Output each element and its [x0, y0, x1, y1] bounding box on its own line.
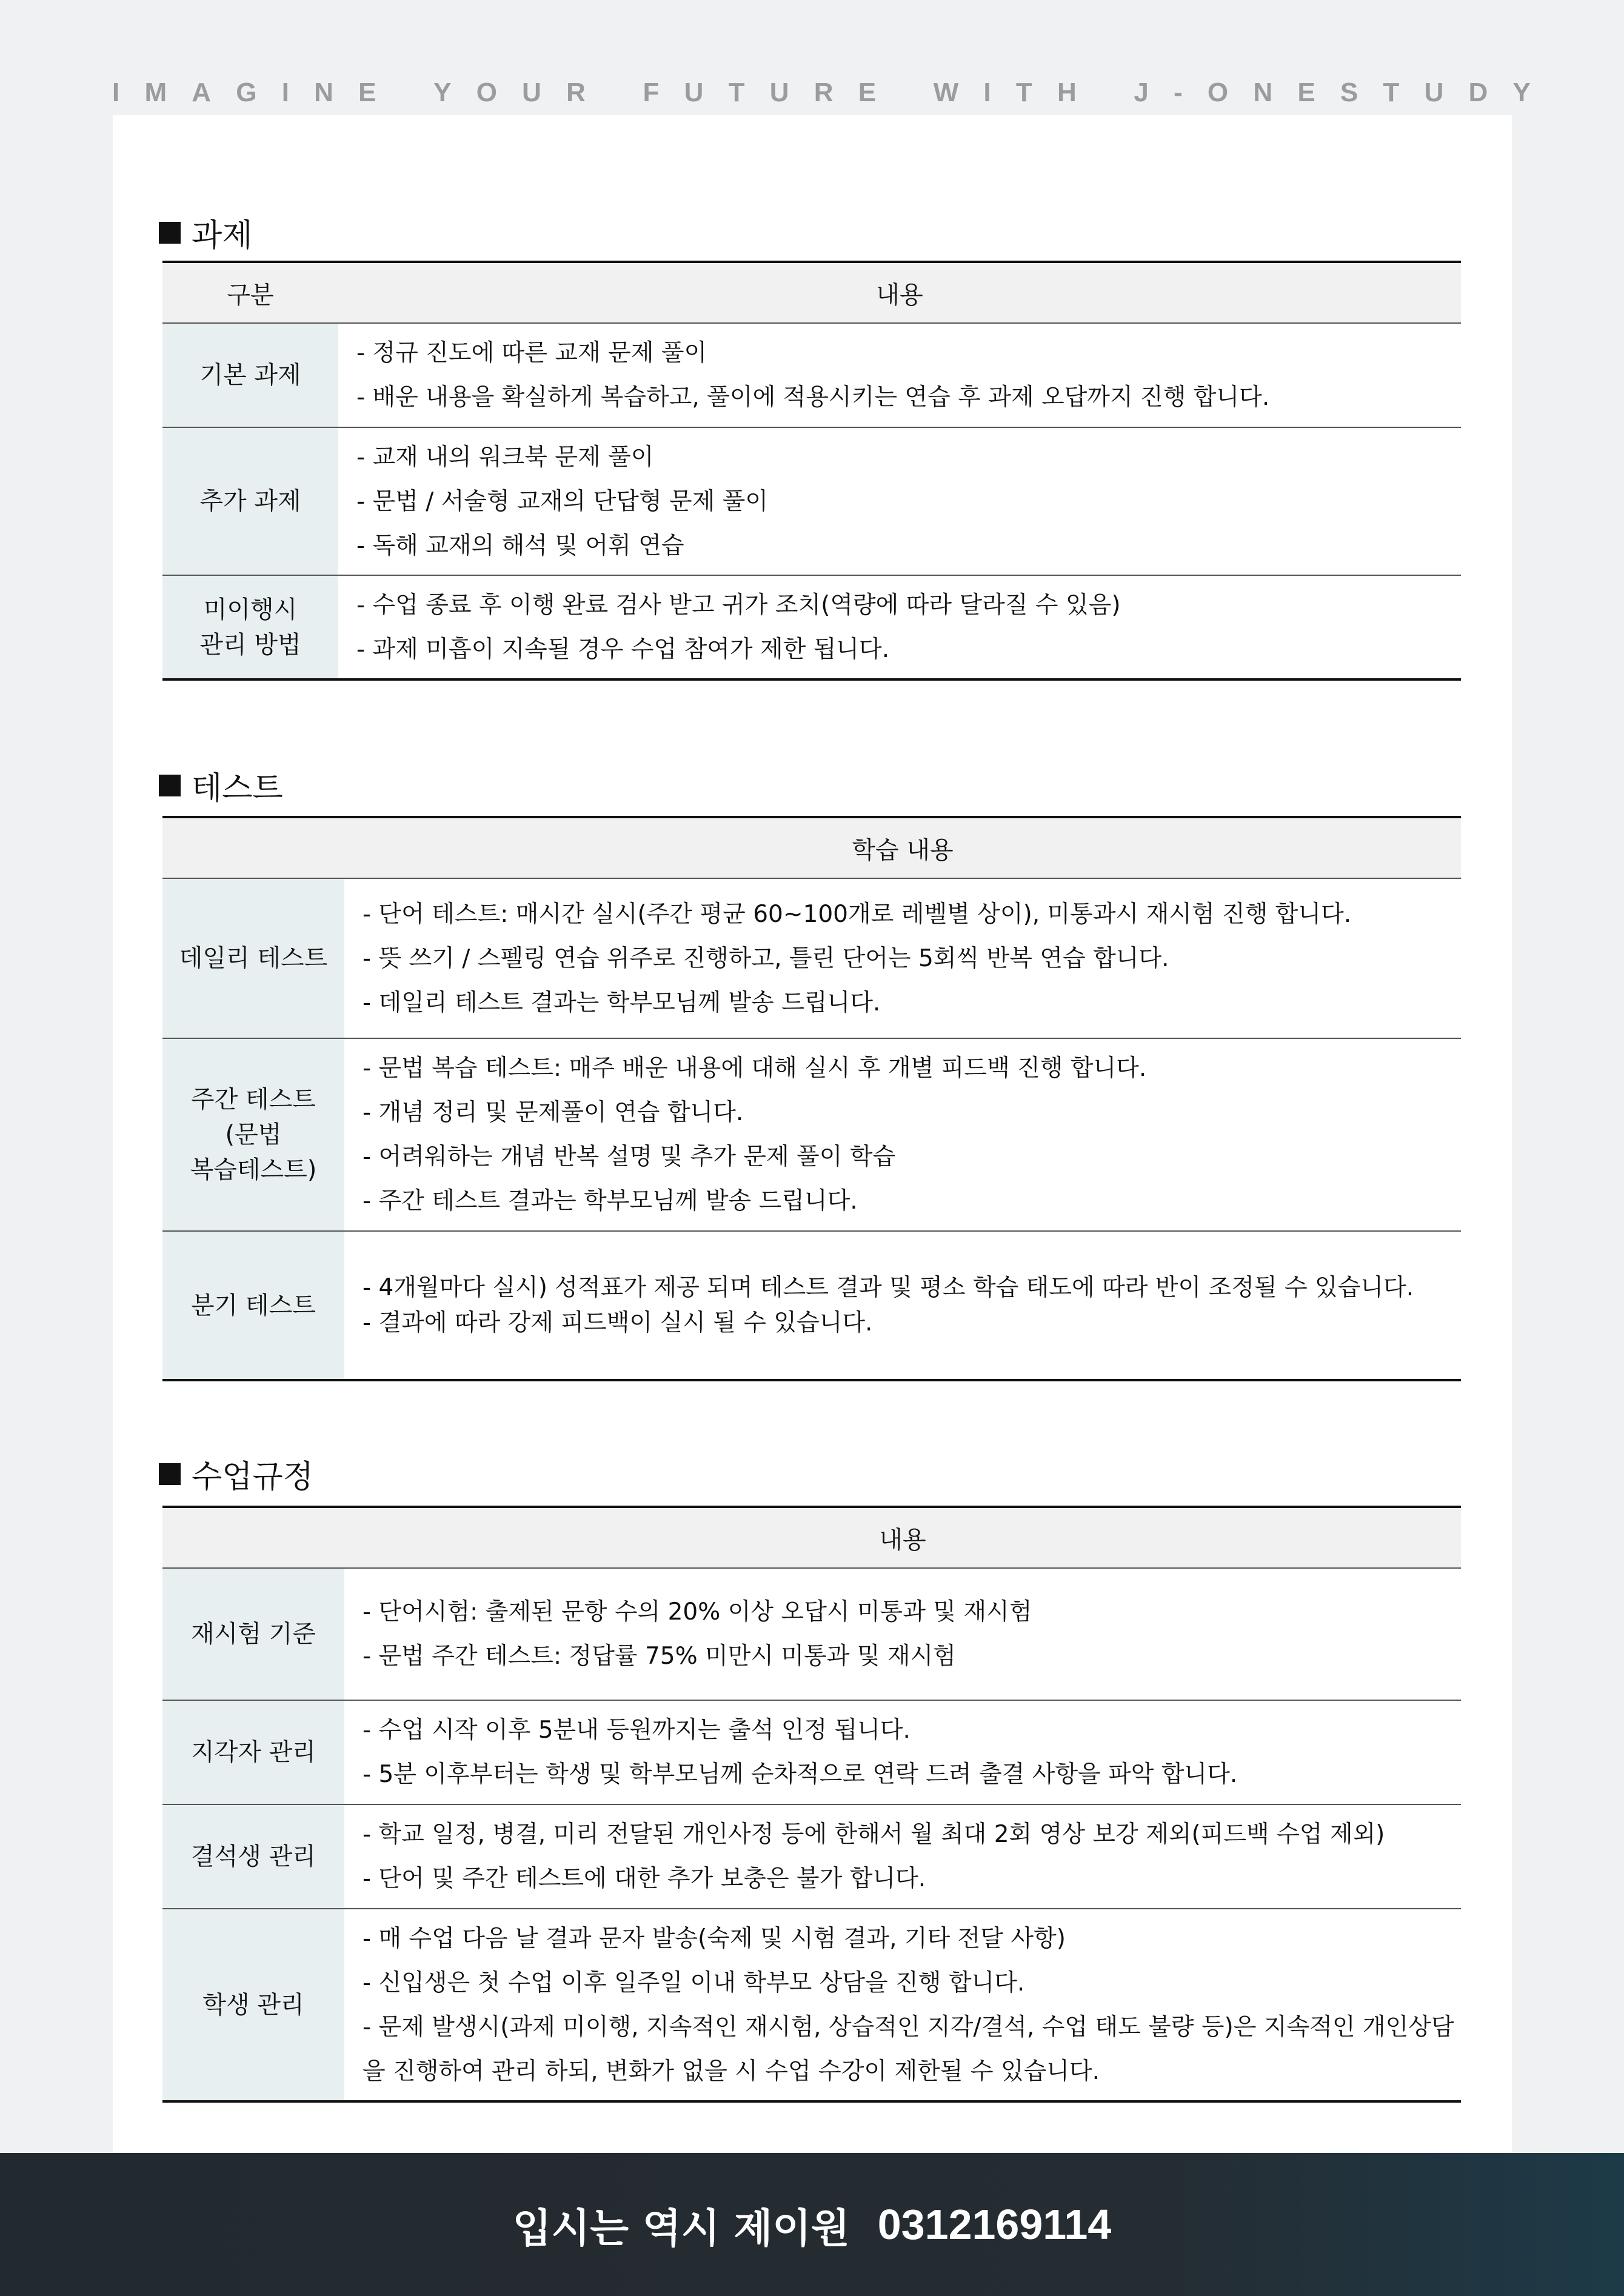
section-title-text: 과제 [192, 218, 253, 254]
tagline-letter: M [144, 78, 167, 107]
tagline-letter: Y [1512, 78, 1531, 107]
footer-banner [0, 2153, 1624, 2296]
content-line: - 데일리 테스트 결과는 학부모님께 발송 드립니다. [363, 989, 881, 1016]
homework-table [162, 261, 1461, 681]
content-line: - 단어 테스트: 매시간 실시(주간 평균 60~100개로 레벨별 상이), 미통과시 재시험 진행 합니다. [363, 900, 1352, 928]
tagline-letter: O [476, 78, 497, 107]
row-label [162, 1568, 344, 1700]
header-col-content: 내용 [338, 262, 1461, 323]
row-content [344, 1700, 1461, 1804]
tagline-letter: J [1134, 78, 1149, 107]
row-label-line: 추가 과제 [199, 487, 301, 515]
tagline-letter: I [983, 78, 991, 107]
row-content [344, 1568, 1461, 1700]
row-label-line: 관리 방법 [199, 630, 301, 659]
content-line: - 교재 내의 워크북 문제 풀이 [356, 443, 654, 471]
row-content [344, 1038, 1461, 1231]
tagline-letter: E [358, 78, 376, 107]
tagline-letter [1101, 78, 1109, 108]
header-col-category: 구분 [162, 262, 338, 323]
tagline-letter: A [192, 78, 212, 107]
content-line: - 문법 주간 테스트: 정답률 75% 미만시 미통과 및 재시험 [363, 1643, 956, 1670]
tagline-letter [610, 78, 618, 108]
content-line: - 문제 발생시(과제 미이행, 지속적인 재시험, 상습적인 지각/결석, 수업 태도 불량 등)은 지속적인 개인상담 [363, 2013, 1454, 2041]
tagline-letter [901, 78, 908, 108]
footer-phone: 0312169114 [877, 2201, 1112, 2248]
table-row [162, 878, 1461, 1038]
row-content [338, 427, 1461, 575]
row-label [162, 575, 338, 679]
row-label-line: 지각자 관리 [191, 1738, 316, 1766]
section-title-text: 수업규정 [192, 1459, 313, 1495]
tagline-letter: S [1340, 78, 1358, 107]
content-line: - 학교 일정, 병결, 미리 전달된 개인사정 등에 한해서 월 최대 2회 영상 보강 제외(피드백 수업 제외) [363, 1821, 1385, 1848]
content-line: - 정규 진도에 따른 교재 문제 풀이 [356, 339, 707, 367]
row-label [162, 1231, 344, 1380]
tagline-letter: R [814, 78, 834, 107]
tagline-letter: H [1057, 78, 1077, 107]
row-label [162, 1909, 344, 2101]
content-line: - 뜻 쓰기 / 스펠링 연습 위주로 진행하고, 틀린 단어는 5회씩 반복 연습 합니다. [363, 944, 1169, 972]
header-col-category [162, 1507, 344, 1568]
row-label-line: 주간 테스트 [191, 1086, 316, 1113]
row-label-line: 미이행시 [203, 595, 298, 624]
row-label [162, 1700, 344, 1804]
table-row [162, 1038, 1461, 1231]
row-label [162, 878, 344, 1038]
table-row [162, 575, 1461, 679]
tagline-letter: G [236, 78, 257, 107]
table-row [162, 1700, 1461, 1804]
header-col-category [162, 817, 344, 878]
footer-slogan: 입시는 역시 제이원 [512, 2204, 850, 2252]
row-content [344, 878, 1461, 1038]
tagline-letter: U [769, 78, 789, 107]
tagline-letter: R [566, 78, 586, 107]
section-title-rules [159, 1451, 313, 1497]
row-label [162, 427, 338, 575]
table-row [162, 323, 1461, 427]
content-line: - 어려워하는 개념 반복 설명 및 추가 문제 풀이 학습 [363, 1143, 896, 1170]
content-line: - 주간 테스트 결과는 학부모님께 발송 드립니다. [363, 1187, 858, 1215]
tagline-letter: I [112, 78, 120, 107]
test-table [162, 816, 1461, 1381]
content-line: - 과제 미흡이 지속될 경우 수업 참여가 제한 됩니다. [356, 635, 890, 663]
section-title-text: 테스트 [192, 770, 283, 807]
content-line: - 수업 시작 이후 5분내 등원까지는 출석 인정 됩니다. [363, 1717, 911, 1744]
tagline-letter: U [1424, 78, 1444, 107]
tagline-letter: O [1207, 78, 1229, 107]
tagline-letter: I [281, 78, 289, 107]
tagline-letter: U [684, 78, 704, 107]
section-title-homework [159, 210, 252, 255]
content-line: - 수업 종료 후 이행 완료 검사 받고 귀가 조치(역량에 따라 달라질 수 있음) [356, 591, 1121, 619]
table-row [162, 1568, 1461, 1700]
row-label-line: (문법 [225, 1121, 282, 1149]
row-label [162, 1038, 344, 1231]
row-content [338, 323, 1461, 427]
square-bullet-icon [159, 775, 181, 796]
content-line: - 5분 이후부터는 학생 및 학부모님께 순차적으로 연락 드려 출결 사항을 파악 합니다. [363, 1761, 1238, 1788]
row-label-line: 결석생 관리 [191, 1843, 316, 1871]
content-line: - 신입생은 첫 수업 이후 일주일 이내 학부모 상담을 진행 합니다. [363, 1969, 1025, 1997]
tagline-letter: Y [433, 78, 452, 107]
content-line: - 문법 / 서술형 교재의 단답형 문제 풀이 [356, 487, 769, 515]
tagline-letter: T [728, 78, 745, 107]
rules-table [162, 1506, 1461, 2103]
table-row [162, 1804, 1461, 1909]
table-row [162, 427, 1461, 575]
tagline-letter [401, 78, 409, 108]
row-content [344, 1909, 1461, 2101]
tagline-letter: N [1253, 78, 1273, 107]
tagline-letter: T [1015, 78, 1032, 107]
content-line: - 단어 및 주간 테스트에 대한 추가 보충은 불가 합니다. [363, 1865, 926, 1892]
tagline-letter: U [522, 78, 541, 107]
content-line: - 단어시험: 출제된 문항 수의 20% 이상 오답시 미통과 및 재시험 [363, 1598, 1032, 1626]
content-line: 을 진행하여 관리 하되, 변화가 없을 시 수업 수강이 제한될 수 있습니다. [363, 2057, 1100, 2085]
square-bullet-icon [159, 1463, 181, 1485]
row-content [344, 1804, 1461, 1909]
row-label-line: 분기 테스트 [191, 1291, 316, 1320]
row-content [338, 575, 1461, 679]
content-line: - 4개월마다 실시) 성적표가 제공 되며 테스트 결과 및 평소 학습 태도에 따라 반이 조정될 수 있습니다. [363, 1273, 1414, 1301]
square-bullet-icon [159, 222, 181, 244]
table-row [162, 1909, 1461, 2101]
tagline-letter: D [1468, 78, 1488, 107]
tagline-letter: T [1383, 78, 1400, 107]
tagline [112, 78, 1531, 108]
tagline-letter: - [1174, 78, 1183, 107]
tagline-letter: W [933, 78, 959, 107]
row-label-line: 복습테스트) [190, 1156, 317, 1184]
tagline-letter: E [858, 78, 877, 107]
row-label [162, 1804, 344, 1909]
row-label [162, 323, 338, 427]
content-line: - 매 수업 다음 날 결과 문자 발송(숙제 및 시험 결과, 기타 전달 사항) [363, 1924, 1066, 1952]
row-label-line: 데일리 테스트 [179, 944, 328, 972]
section-title-test [159, 763, 283, 808]
table-row [162, 1231, 1461, 1380]
row-label-line: 학생 관리 [202, 1991, 304, 2019]
row-label-line: 재시험 기준 [191, 1620, 316, 1648]
tagline-letter: F [643, 78, 660, 107]
content-line: - 배운 내용을 확실하게 복습하고, 풀이에 적용시키는 연습 후 과제 오답까지 진행 합니다. [356, 384, 1270, 411]
row-label-line: 기본 과제 [199, 361, 301, 389]
header-col-content: 내용 [344, 1507, 1461, 1568]
row-content [344, 1231, 1461, 1380]
content-line: - 결과에 따라 강제 피드백이 실시 될 수 있습니다. [363, 1309, 873, 1337]
content-line: - 문법 복습 테스트: 매주 배운 내용에 대해 실시 후 개별 피드백 진행 합니다. [363, 1055, 1147, 1082]
content-line: - 독해 교재의 해석 및 어휘 연습 [356, 532, 684, 559]
tagline-letter: E [1297, 78, 1315, 107]
content-line: - 개념 정리 및 문제풀이 연습 합니다. [363, 1099, 744, 1126]
tagline-letter: N [314, 78, 333, 107]
header-col-content: 학습 내용 [344, 817, 1461, 878]
